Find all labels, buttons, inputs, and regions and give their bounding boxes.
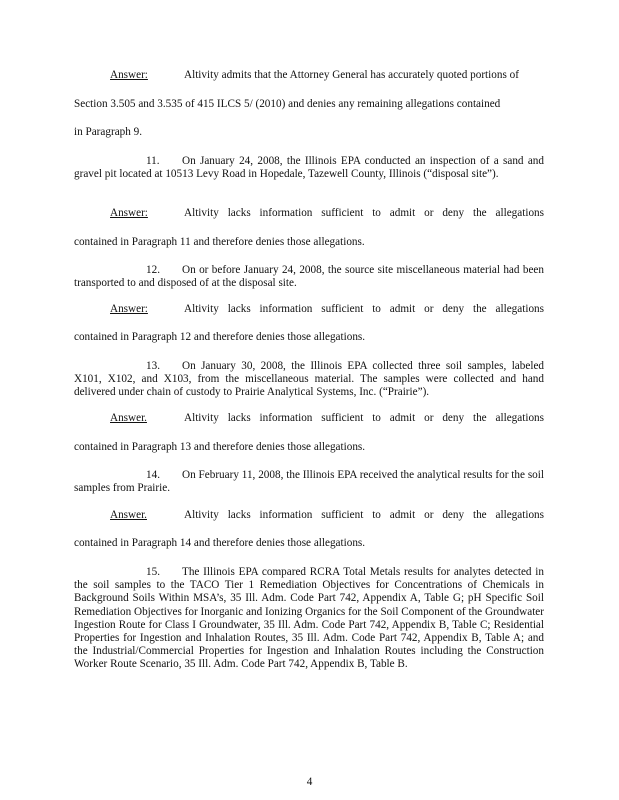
answer-13-line-1: Altivity lacks information sufficient to admit or deny the allegations [184,412,544,424]
answer-14 [110,509,147,521]
answer-9-line-3: in Paragraph 9. [74,126,143,138]
paragraph-number: 15. [146,566,160,578]
answer-label: Answer. [110,412,147,424]
paragraph-text: On January 30, 2008, the Illinois EPA collected three soil samples, labeled X101, X102, and X103, from the miscellaneous material. The samples were collected and hand delivered under chain of custody to Prairie Analytical Systems, Inc. (“Prairie”). [74,360,544,399]
answer-11 [110,207,148,219]
answer-12-line-2: contained in Paragraph 12 and therefore denies those allegations. [74,331,366,343]
answer-13 [110,412,147,424]
answer-label: Answer: [110,69,148,81]
answer-11-line-2: contained in Paragraph 11 and therefore denies those allegations. [74,236,365,248]
answer-12 [110,303,148,315]
paragraph-12 [74,264,544,290]
answer-13-line-2: contained in Paragraph 13 and therefore denies those allegations. [74,441,366,453]
paragraph-text: On January 24, 2008, the Illinois EPA conducted an inspection of a sand and gravel pit located at 10513 Levy Road in Hopedale, Tazewell County, Illinois (“disposal site”). [74,155,544,181]
page-number: 4 [306,776,313,788]
answer-9-line-2: Section 3.505 and 3.535 of 415 ILCS 5/ (2010) and denies any remaining allegations contained [74,98,501,110]
paragraph-13 [74,360,544,400]
answer-12-line-1: Altivity lacks information sufficient to admit or deny the allegations [184,303,544,315]
answer-label: Answer: [110,303,148,315]
paragraph-text: On February 11, 2008, the Illinois EPA received the analytical results for the soil samples from Prairie. [74,469,544,495]
paragraph-number: 13. [146,360,160,372]
paragraph-14 [74,469,544,495]
paragraph-text: On or before January 24, 2008, the source site miscellaneous material had been transported to and disposed of at the disposal site. [74,264,544,290]
paragraph-number: 11. [146,155,160,167]
answer-9 [110,69,148,81]
answer-11-line-1: Altivity lacks information sufficient to admit or deny the allegations [184,207,544,219]
answer-14-line-1: Altivity lacks information sufficient to admit or deny the allegations [184,509,544,521]
paragraph-15 [74,566,544,672]
paragraph-text: The Illinois EPA compared RCRA Total Metals results for analytes detected in the soil samples to the TACO Tier 1 Remediation Objectives for Concentrations of Chemicals in Background Soils Within MSA’s, 35 Ill. Adm. Code Part 742, Appendix A, Table G; pH Specific Soil Remediation Objectives for Inorganic and Ionizing Organics for the Soil Component of the Groundwater Ingestion Route for Class I Groundwater, 35 Ill. Adm. Code Part 742, Appendix B, Table C; Residential Properties for Ingestion and Inhalation Routes, 35 Ill. Adm. Code Part 742, Appendix B, Table A; and the Industrial/Commercial Properties for Ingestion and Inhalation Routes including the Construction Worker Route Scenario, 35 Ill. Adm. Code Part 742, Appendix B, Table B. [74,566,544,671]
answer-label: Answer: [110,207,148,219]
answer-14-line-2: contained in Paragraph 14 and therefore denies those allegations. [74,537,366,549]
paragraph-11 [74,155,544,181]
answer-9-line-1: Altivity admits that the Attorney General has accurately quoted portions of [184,69,519,81]
paragraph-number: 14. [146,469,160,481]
paragraph-number: 12. [146,264,160,276]
answer-label: Answer. [110,509,147,521]
